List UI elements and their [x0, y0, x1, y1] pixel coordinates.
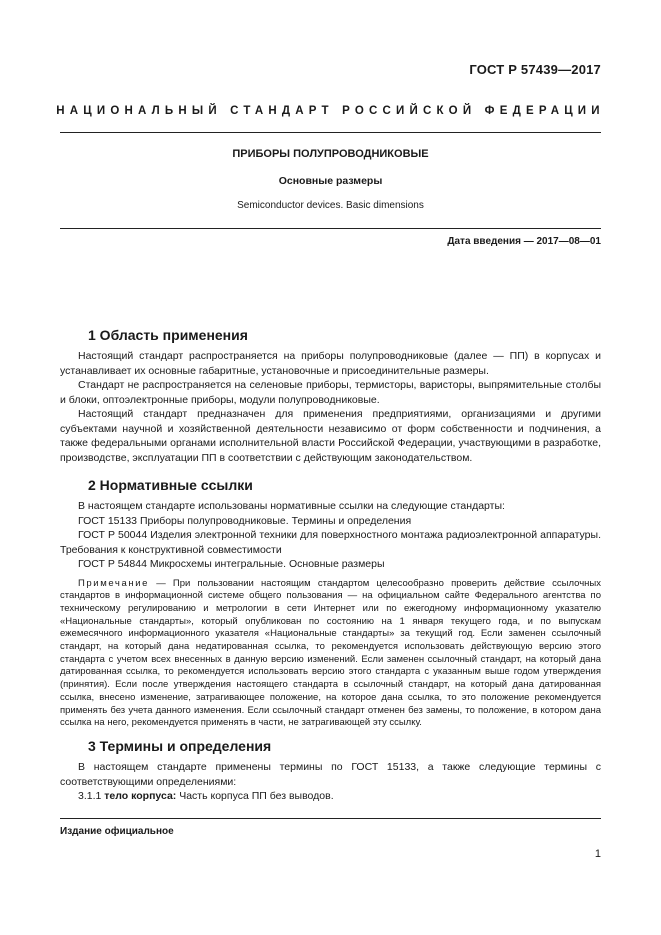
normative-reference: ГОСТ Р 54844 Микросхемы интегральные. Основные размеры: [78, 558, 385, 570]
term-definition: [60, 789, 601, 804]
section-3-body: [60, 760, 601, 804]
section-2-heading: 2 Нормативные ссылки: [88, 477, 253, 493]
section-1-paragraph: Стандарт не распространяется на селеновые приборы, термисторы, варисторы, выпрямительные столбы и блоки, оптоэлектронные приборы, модули полупроводниковые.: [60, 379, 601, 406]
section-1-paragraph: Настоящий стандарт предназначен для применения предприятиями, организациями и другими субъектами научной и хозяйственной деятельности независимо от форм собственности и подчинения, а также федеральными органами исполнительной власти Российской Федерации, участвующими в разработке, производстве, эксплуатации ПП в соответствии с действующим законодательством.: [60, 408, 601, 464]
page-number: 1: [594, 848, 601, 860]
title-divider: [60, 228, 601, 229]
top-divider: [60, 132, 601, 133]
section-2-body: [60, 499, 601, 730]
term-name: тело корпуса:: [104, 790, 177, 802]
note-label: Примечание: [78, 577, 149, 589]
introduction-date: Дата введения — 2017—08—01: [447, 236, 601, 247]
section-3-heading: 3 Термины и определения: [88, 738, 272, 754]
document-title: ПРИБОРЫ ПОЛУПРОВОДНИКОВЫЕ: [232, 148, 429, 160]
standard-code: ГОСТ Р 57439—2017: [469, 62, 601, 77]
document-subtitle: Основные размеры: [278, 175, 383, 187]
section-1-body: [60, 349, 601, 465]
normative-reference: ГОСТ 15133 Приборы полупроводниковые. Термины и определения: [78, 514, 412, 527]
footer-divider: [60, 818, 601, 819]
national-standard-banner: НАЦИОНАЛЬНЫЙ СТАНДАРТ РОССИЙСКОЙ ФЕДЕРАЦИИ: [56, 105, 605, 117]
section-2-paragraph: В настоящем стандарте использованы нормативные ссылки на следующие стандарты:: [78, 500, 505, 512]
section-1-paragraph: Настоящий стандарт распространяется на приборы полупроводниковые (далее — ПП) в корпусах и устанавливает их основные габаритные, установочные и присоединительные размеры.: [60, 350, 601, 377]
note-text: — При пользовании настоящим стандартом целесообразно проверить действие ссылочных стандартов в информационной системе общего пользования — на официальном сайте Федерального агентства по техническому регулированию и метрологии в сети Интернет или по ежегодному информационному указателю «Национальные стандарты», который опубликован по состоянию на 1 января текущего года, и по выпускам ежемесячного информационного указателя «Национальные стандарты» за текущий год. Если заменен ссылочный стандарт, на который дана недатированная ссылка, то рекомендуется использовать действующую версию этого стандарта с учетом всех внесенных в данную версию изменений. Если заменен ссылочный стандарт, на который дана датированная ссылка, то рекомендуется использовать версию этого стандарта с указанным выше годом утверждения (принятия). Если после утверждения настоящего стандарта в ссылочный стандарт, на который дана датированная ссылка, внесено изменение, затрагивающее положение, на которое дана ссылка, то это положение рекомендуется применять без учета данного изменения. Если ссылочный стандарт отменен без замены, то положение, в котором дана ссылка на него, рекомендуется применять в части, не затрагивающей эту ссылку.: [60, 577, 601, 729]
note-paragraph: [60, 578, 601, 730]
normative-reference: ГОСТ Р 50044 Изделия электронной техники для поверхностного монтажа радиоэлектронной аппаратуры. Требования к конструктивной совместимости: [60, 529, 601, 556]
term-number: 3.1.1: [78, 790, 105, 802]
section-3-paragraph: В настоящем стандарте применены термины по ГОСТ 15133, а также следующие термины с соответствующими определениями:: [60, 761, 601, 788]
english-title: Semiconductor devices. Basic dimensions: [237, 200, 424, 211]
official-edition-label: Издание официальное: [60, 826, 174, 837]
section-1-heading: 1 Область применения: [88, 327, 248, 343]
term-text: Часть корпуса ПП без выводов.: [176, 790, 334, 802]
